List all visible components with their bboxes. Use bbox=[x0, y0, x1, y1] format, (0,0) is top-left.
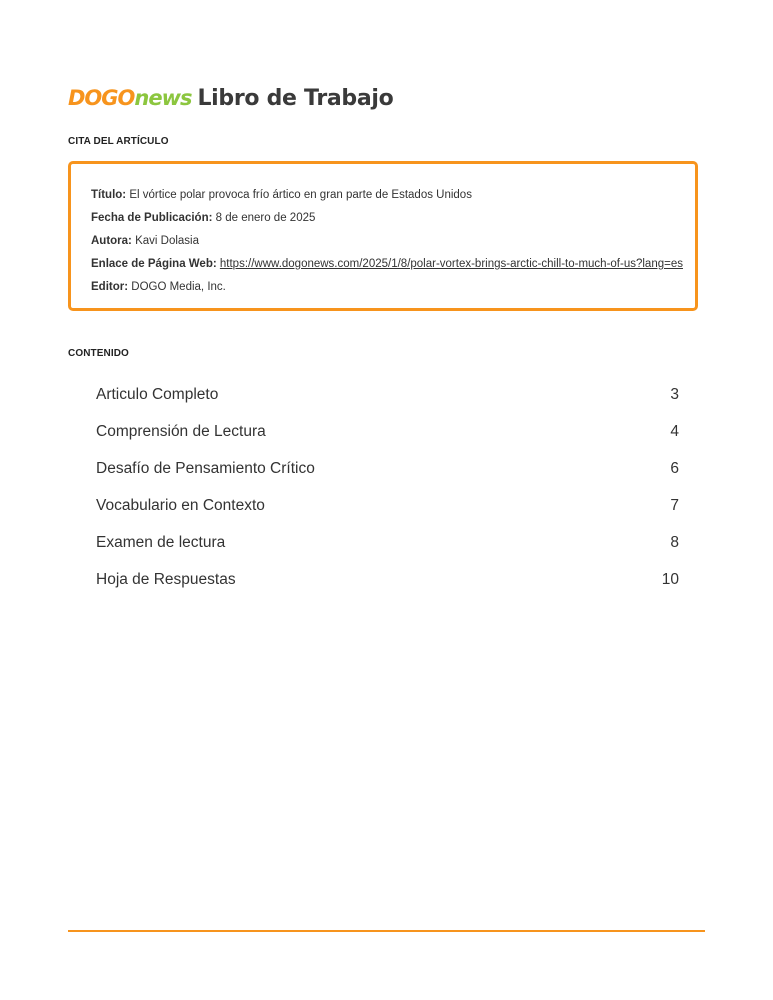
citation-publisher-row bbox=[91, 278, 695, 301]
toc-item-page: 8 bbox=[670, 533, 679, 551]
footer-divider bbox=[68, 930, 705, 932]
toc-item-page: 7 bbox=[670, 496, 679, 514]
toc-item-articulo-completo[interactable] bbox=[96, 376, 679, 413]
dogonews-logo[interactable] bbox=[68, 86, 191, 110]
toc-item-vocabulario-en-contexto[interactable] bbox=[96, 487, 679, 524]
toc-item-page: 10 bbox=[661, 570, 679, 588]
citation-author-key: Autora: bbox=[91, 235, 132, 247]
page-title: Libro de Trabajo bbox=[197, 86, 394, 111]
citation-title-value: El vórtice polar provoca frío ártico en gran parte de Estados Unidos bbox=[129, 189, 472, 201]
citation-date-value: 8 de enero de 2025 bbox=[215, 212, 316, 224]
logo-dogo-text: DOGO bbox=[68, 86, 135, 110]
toc-item-examen-de-lectura[interactable] bbox=[96, 524, 679, 561]
citation-title-row bbox=[91, 186, 695, 209]
logo-news-text: news bbox=[134, 86, 192, 110]
citation-publisher-value: DOGO Media, Inc. bbox=[131, 281, 226, 293]
toc-item-label: Desafío de Pensamiento Crítico bbox=[96, 459, 315, 477]
toc-item-label: Examen de lectura bbox=[96, 533, 226, 551]
citation-section-label: CITA DEL ARTÍCULO bbox=[68, 136, 169, 147]
citation-date-key: Fecha de Publicación: bbox=[91, 212, 213, 224]
toc-item-comprension-de-lectura[interactable] bbox=[96, 413, 679, 450]
citation-publisher-key: Editor: bbox=[91, 281, 129, 293]
citation-link-row bbox=[91, 255, 695, 278]
citation-title-key: Título: bbox=[91, 189, 127, 201]
citation-date-row bbox=[91, 209, 695, 232]
citation-link-key: Enlace de Página Web: bbox=[91, 258, 217, 270]
toc-item-label: Hoja de Respuestas bbox=[96, 570, 236, 588]
citation-web-link[interactable]: https://www.dogonews.com/2025/1/8/polar-vortex-brings-arctic-chill-to-much-of-us?lang=es bbox=[219, 258, 683, 270]
page-header bbox=[68, 86, 393, 111]
citation-box bbox=[68, 161, 698, 311]
citation-author-row bbox=[91, 232, 695, 255]
toc-item-page: 3 bbox=[670, 385, 679, 403]
toc-item-hoja-de-respuestas[interactable] bbox=[96, 561, 679, 598]
citation-author-value: Kavi Dolasia bbox=[135, 235, 200, 247]
toc-item-label: Vocabulario en Contexto bbox=[96, 496, 265, 514]
contents-section-label: CONTENIDO bbox=[68, 348, 129, 359]
table-of-contents bbox=[96, 376, 679, 598]
toc-item-label: Articulo Completo bbox=[96, 385, 219, 403]
toc-item-label: Comprensión de Lectura bbox=[96, 422, 266, 440]
toc-item-desafio-pensamiento-critico[interactable] bbox=[96, 450, 679, 487]
toc-item-page: 6 bbox=[670, 459, 679, 477]
toc-item-page: 4 bbox=[670, 422, 679, 440]
